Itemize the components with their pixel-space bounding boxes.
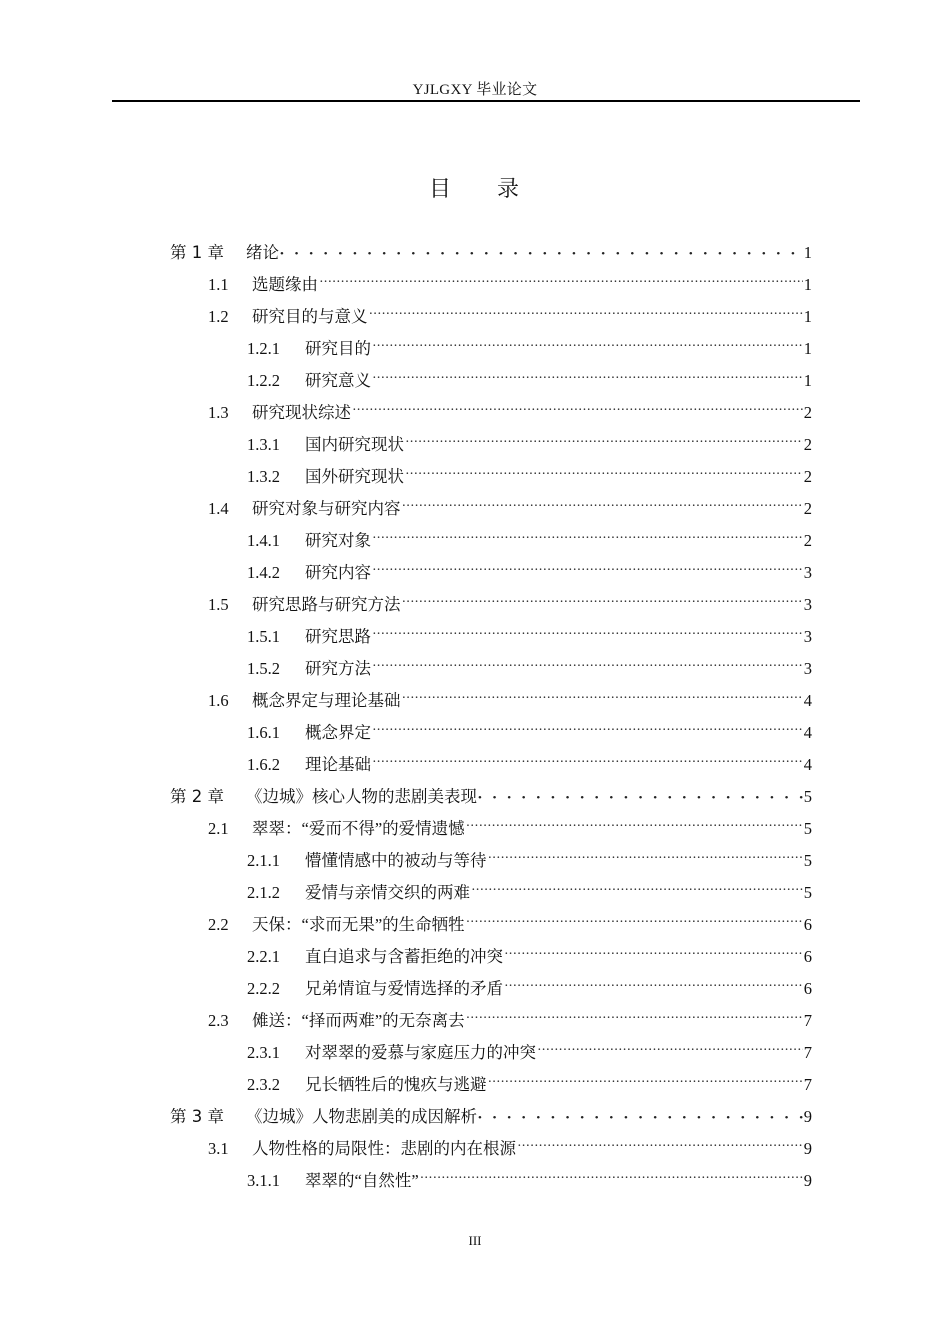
toc-leader-dots	[471, 873, 803, 907]
toc-leader-dots	[402, 681, 803, 715]
toc-leader-dots	[405, 425, 803, 459]
toc-entry-number: 2.3.1	[247, 1043, 280, 1062]
toc-leader-dots	[405, 457, 803, 491]
toc-entry-title: 翠翠：“爱而不得”的爱情遗憾	[252, 819, 465, 838]
toc-entry-number: 1.6	[208, 691, 229, 710]
toc-entry-number: 1.3.2	[247, 467, 280, 486]
toc-entry-title: 绪论	[246, 243, 279, 262]
toc-entry-page: 1	[803, 275, 812, 294]
toc-entry-title: 国外研究现状	[305, 467, 404, 486]
toc-entry-title: 研究现状综述	[252, 403, 351, 422]
toc-entry-page: 5	[803, 819, 812, 838]
toc-entry-number: 1.3	[208, 403, 229, 422]
toc-entry-number: 1.2.1	[247, 339, 280, 358]
toc-entry-number: 1.5.1	[247, 627, 280, 646]
toc-leader-dots	[372, 713, 803, 747]
toc-title	[0, 172, 950, 203]
toc-title-right: 录	[497, 177, 522, 202]
toc-leader-dots	[372, 649, 803, 683]
toc-leader-dots	[488, 841, 803, 875]
toc-entry-title: 国内研究现状	[305, 435, 404, 454]
toc-entry-number: 2.1	[208, 819, 229, 838]
toc-entry-number: 2.2.2	[247, 979, 280, 998]
toc-entry-title: 翠翠的“自然性”	[305, 1171, 419, 1190]
toc-leader-dots	[537, 1033, 803, 1067]
toc-leader-dots	[319, 265, 803, 299]
toc-entry-page: 5	[803, 787, 812, 806]
toc-entry-title: 研究对象与研究内容	[252, 499, 401, 518]
toc-entry-title: 兄长牺牲后的愧疚与逃避	[305, 1075, 487, 1094]
toc-leader-dots	[466, 1001, 803, 1035]
toc-entry-page: 7	[803, 1011, 812, 1030]
toc-leader-dots	[372, 745, 803, 779]
toc-entry-page: 5	[803, 883, 812, 902]
toc-entry-page: 9	[803, 1171, 812, 1190]
toc-entry-page: 1	[803, 371, 812, 390]
footer-page-number: III	[468, 1233, 482, 1248]
toc-entry-page: 2	[803, 403, 812, 422]
toc-entry-title: 《边城》人物悲剧美的成因解析	[246, 1107, 477, 1126]
toc-entry-title: 《边城》核心人物的悲剧美表现	[246, 787, 477, 806]
toc-entry-number: 1.4.1	[247, 531, 280, 550]
toc-entry-number: 2.3	[208, 1011, 229, 1030]
toc-entry-page: 4	[803, 755, 812, 774]
toc-entry-title: 研究思路	[305, 627, 371, 646]
toc-entry-number: 第 1 章	[170, 243, 224, 262]
toc-entry-page: 3	[803, 595, 812, 614]
toc-entry-number: 第 2 章	[170, 787, 224, 806]
toc-entry-page: 7	[803, 1075, 812, 1094]
toc-entry-page: 4	[803, 723, 812, 742]
toc-entry-page: 9	[803, 1107, 812, 1126]
toc-entry-page: 7	[803, 1043, 812, 1062]
toc-entry-number: 2.1.2	[247, 883, 280, 902]
toc-entry-title: 概念界定与理论基础	[252, 691, 401, 710]
toc-entry-title: 研究目的	[305, 339, 371, 358]
toc-entry-title: 研究方法	[305, 659, 371, 678]
toc-entry-title: 研究对象	[305, 531, 371, 550]
toc-list	[170, 237, 812, 1197]
toc-leader-dots	[372, 521, 803, 555]
toc-entry-number: 1.2.2	[247, 371, 280, 390]
toc-leader-dots	[280, 233, 803, 267]
toc-entry-page: 1	[803, 339, 812, 358]
toc-leader-dots	[402, 585, 803, 619]
toc-entry-title: 对翠翠的爱慕与家庭压力的冲突	[305, 1043, 536, 1062]
header-rule	[112, 100, 860, 102]
toc-entry-title: 研究思路与研究方法	[252, 595, 401, 614]
toc-entry-title: 选题缘由	[252, 275, 318, 294]
toc-entry-number: 1.3.1	[247, 435, 280, 454]
toc-entry-number: 1.4.2	[247, 563, 280, 582]
toc-leader-dots	[488, 1065, 803, 1099]
toc-entry-number: 1.2	[208, 307, 229, 326]
toc-entry-number: 2.2.1	[247, 947, 280, 966]
toc-entry-title: 研究内容	[305, 563, 371, 582]
toc-entry-page: 5	[803, 851, 812, 870]
toc-entry-title: 直白追求与含蓄拒绝的冲突	[305, 947, 503, 966]
toc-leader-dots	[466, 809, 803, 843]
toc-leader-dots	[478, 777, 803, 811]
toc-leader-dots	[402, 489, 803, 523]
toc-entry-number: 1.5.2	[247, 659, 280, 678]
toc-leader-dots	[372, 617, 803, 651]
toc-entry-page: 2	[803, 435, 812, 454]
toc-entry-number: 3.1	[208, 1139, 229, 1158]
toc-leader-dots	[478, 1097, 803, 1131]
toc-entry-number: 第 3 章	[170, 1107, 224, 1126]
toc-entry-page: 1	[803, 243, 812, 262]
toc-entry-page: 2	[803, 531, 812, 550]
toc-entry-page: 6	[803, 979, 812, 998]
toc-entry-title: 研究目的与意义	[252, 307, 368, 326]
toc-leader-dots	[369, 297, 803, 331]
toc-entry-title: 傩送：“择而两难”的无奈离去	[252, 1011, 465, 1030]
toc-entry-number: 2.3.2	[247, 1075, 280, 1094]
toc-entry-page: 6	[803, 947, 812, 966]
toc-leader-dots	[504, 969, 803, 1003]
toc-entry-page: 4	[803, 691, 812, 710]
toc-entry-page: 3	[803, 563, 812, 582]
toc-leader-dots	[352, 393, 803, 427]
toc-entry-number: 1.5	[208, 595, 229, 614]
toc-leader-dots	[504, 937, 803, 971]
toc-entry-page: 3	[803, 627, 812, 646]
toc-entry-number: 2.2	[208, 915, 229, 934]
toc-entry-title: 兄弟情谊与爱情选择的矛盾	[305, 979, 503, 998]
toc-entry-page: 6	[803, 915, 812, 934]
toc-entry-number: 1.6.1	[247, 723, 280, 742]
toc-leader-dots	[420, 1161, 803, 1195]
running-header: YJLGXY 毕业论文	[412, 82, 538, 98]
toc-entry-title: 研究意义	[305, 371, 371, 390]
toc-entry[interactable]	[170, 1165, 812, 1197]
toc-leader-dots	[372, 329, 803, 363]
toc-entry-number: 1.1	[208, 275, 229, 294]
toc-entry-title: 懵懂情感中的被动与等待	[305, 851, 487, 870]
toc-entry-title: 爱情与亲情交织的两难	[305, 883, 470, 902]
toc-entry-page: 1	[803, 307, 812, 326]
toc-entry-page: 9	[803, 1139, 812, 1158]
toc-entry-title: 概念界定	[305, 723, 371, 742]
toc-entry-page: 2	[803, 499, 812, 518]
toc-leader-dots	[517, 1129, 803, 1163]
toc-leader-dots	[372, 553, 803, 587]
toc-entry-title: 天保：“求而无果”的生命牺牲	[252, 915, 465, 934]
toc-title-left: 目	[428, 177, 453, 202]
toc-entry-number: 1.4	[208, 499, 229, 518]
toc-entry-page: 3	[803, 659, 812, 678]
toc-entry-number: 3.1.1	[247, 1171, 280, 1190]
toc-entry-number: 1.6.2	[247, 755, 280, 774]
toc-leader-dots	[466, 905, 803, 939]
toc-entry-title: 理论基础	[305, 755, 371, 774]
toc-leader-dots	[372, 361, 803, 395]
toc-entry-number: 2.1.1	[247, 851, 280, 870]
toc-entry-page: 2	[803, 467, 812, 486]
toc-entry-title: 人物性格的局限性：悲剧的内在根源	[252, 1139, 516, 1158]
